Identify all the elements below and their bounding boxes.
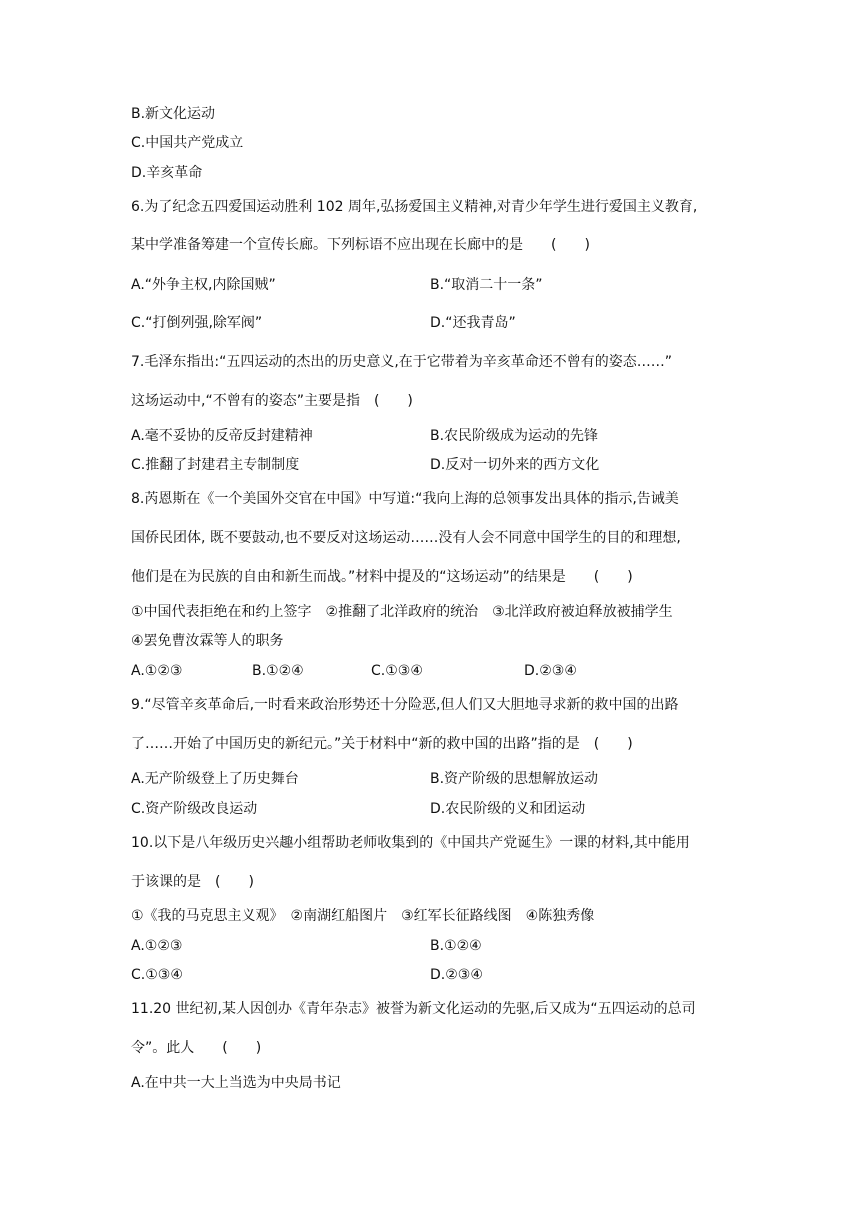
option-q9-a: A.无产阶级登上了历史舞台 [131,771,299,787]
question-11-line-2: 令”。此人 ( ) [131,1040,262,1056]
option-q6-d: D.“还我青岛” [430,315,516,331]
question-10-materials: ①《我的马克思主义观》 ②南湖红船图片 ③红军长征路线图 ④陈独秀像 [131,908,595,924]
option-q5-b: B.新文化运动 [131,106,216,122]
option-q5-d: D.辛亥革命 [131,165,203,181]
question-8-line-3: 他们是在为民族的自由和新生而战。”材料中提及的“这场运动”的结果是 ( ) [131,569,633,585]
question-10-line-2: 于该课的是 ( ) [131,874,254,890]
option-q9-b: B.资产阶级的思想解放运动 [430,771,599,787]
question-7-line-1: 7.毛泽东指出:“五四运动的杰出的历史意义,在于它带着为辛亥革命还不曾有的姿态……” [131,354,673,370]
question-8-line-2: 国侨民团体, 既不要鼓动,也不要反对这场运动……没有人会不同意中国学生的目的和理想, [131,530,681,546]
option-q10-c: C.①③④ [131,967,183,983]
option-q10-b: B.①②④ [430,938,482,954]
question-9-line-2: 了……开始了中国历史的新纪元。”关于材料中“新的救中国的出路”指的是 ( ) [131,736,633,752]
question-6-line-2: 某中学准备筹建一个宣传长廊。下列标语不应出现在长廊中的是 ( ) [131,237,590,253]
option-q7-b: B.农民阶级成为运动的先锋 [430,428,599,444]
question-10-line-1: 10.以下是八年级历史兴趣小组帮助老师收集到的《中国共产党诞生》一课的材料,其中能用 [131,835,690,851]
question-8-statements-line-2: ④罢免曹汝霖等人的职务 [131,633,284,649]
option-q9-c: C.资产阶级改良运动 [131,801,258,817]
question-11-line-1: 11.20 世纪初,某人因创办《青年杂志》被誉为新文化运动的先驱,后又成为“五四运动的总司 [131,1001,696,1017]
question-9-line-1: 9.“尽管辛亥革命后,一时看来政治形势还十分险恶,但人们又大胆地寻求新的救中国的出路 [131,697,679,713]
question-8-line-1: 8.芮恩斯在《一个美国外交官在中国》中写道:“我向上海的总领事发出具体的指示,告诫美 [131,491,679,507]
option-q8-c: C.①③④ [371,663,423,679]
option-q7-c: C.推翻了封建君主专制制度 [131,457,300,473]
question-6-line-1: 6.为了纪念五四爱国运动胜利 102 周年,弘扬爱国主义精神,对青少年学生进行爱国主义教育, [131,199,698,215]
option-q8-a: A.①②③ [131,663,183,679]
option-q8-d: D.②③④ [524,663,577,679]
option-q5-c: C.中国共产党成立 [131,135,244,151]
option-q7-a: A.毫不妥协的反帝反封建精神 [131,428,313,444]
option-q11-a: A.在中共一大上当选为中央局书记 [131,1075,341,1091]
question-7-line-2: 这场运动中,“不曾有的姿态”主要是指 ( ) [131,393,413,409]
option-q6-a: A.“外争主权,内除国贼” [131,277,276,293]
option-q9-d: D.农民阶级的义和团运动 [430,801,586,817]
question-8-statements-line-1: ①中国代表拒绝在和约上签字 ②推翻了北洋政府的统治 ③北洋政府被迫释放被捕学生 [131,604,673,620]
option-q6-c: C.“打倒列强,除军阀” [131,315,263,331]
option-q8-b: B.①②④ [252,663,304,679]
option-q6-b: B.“取消二十一条” [430,277,543,293]
option-q7-d: D.反对一切外来的西方文化 [430,457,600,473]
option-q10-a: A.①②③ [131,938,183,954]
option-q10-d: D.②③④ [430,967,483,983]
